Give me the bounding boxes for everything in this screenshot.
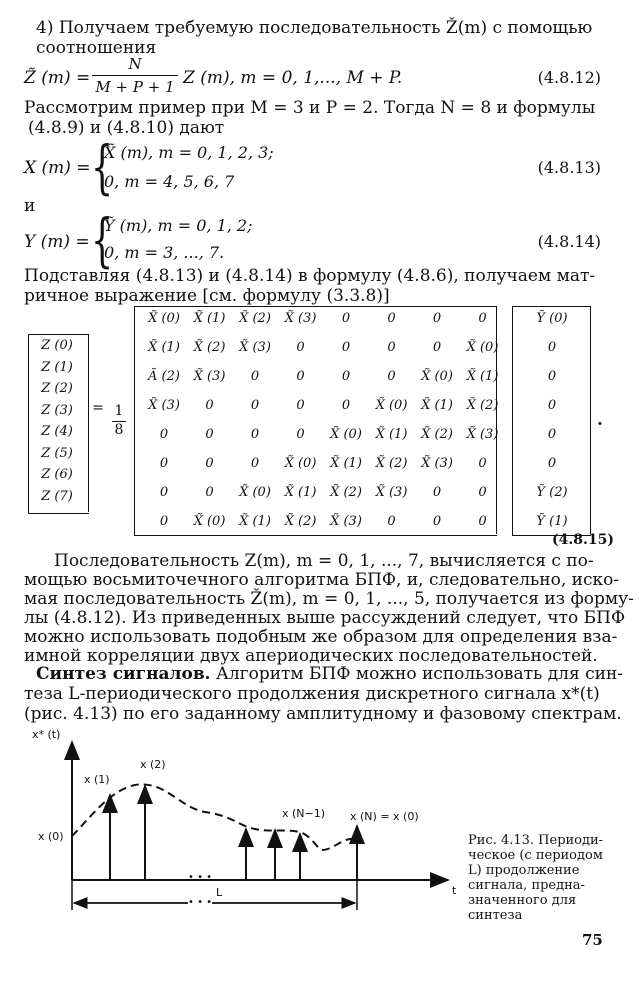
matrix-cell: X̃ (3) — [466, 427, 499, 442]
page-number: 75 — [582, 931, 603, 949]
eq13-brace: { — [91, 133, 114, 201]
matrix-cell: Ã (2) — [148, 369, 180, 384]
para4-line3: (рис. 4.13) по его заданному амплитудному и фазовому спектрам. — [24, 704, 622, 724]
caption-line: ческое (с периодом — [468, 848, 603, 863]
para2-line2: ричное выражение [см. формулу (3.3.8)] — [24, 286, 390, 306]
matrix-cell: X̃ (0) — [466, 340, 499, 355]
dots-left: • • • — [188, 872, 213, 883]
matrix-cell: 0 — [296, 340, 305, 355]
matrix-cell: 0 — [432, 311, 442, 326]
matrix-cell: X̃ (2) — [330, 485, 362, 500]
matrix-cell: 0 — [341, 369, 351, 384]
matrix-cell: 0 — [205, 427, 214, 442]
para3-line: Последовательность Z(m), m = 0, 1, ..., 7, вычисляется с по- — [54, 551, 594, 571]
z-vector-entry: Z (3) — [41, 402, 73, 418]
factor-denominator: 8 — [114, 422, 124, 438]
matrix-cell: X̃ (1) — [375, 427, 408, 442]
matrix-cell: X̃ (3) — [239, 340, 271, 355]
eq13-case2: 0, m = 4, 5, 6, 7 — [104, 172, 235, 191]
eq14-case1: Ỹ (m), m = 0, 1, 2; — [104, 216, 253, 235]
matrix-cell: 0 — [387, 340, 396, 355]
matrix-cell: X̃ (2) — [375, 456, 408, 471]
matrix-cell: 0 — [478, 485, 487, 500]
eq12-number: (4.8.12) — [537, 68, 601, 87]
eq12-denominator: M + P + 1 — [95, 78, 175, 96]
para1-line2: (4.8.9) и (4.8.10) дают — [28, 118, 225, 138]
matrix-cell: 0 — [387, 311, 396, 326]
matrix-cell: X̃ (1) — [239, 514, 271, 529]
y-vector-entry: Ỹ (2) — [536, 485, 568, 500]
matrix-cell: X̃ (0) — [239, 485, 271, 500]
z-vector-entry: Z (5) — [41, 445, 73, 461]
and-word: и — [24, 196, 36, 216]
matrix-cell: X̃ (3) — [330, 514, 362, 529]
y-vector-entry: 0 — [547, 398, 557, 413]
y-vector-entry: 0 — [547, 369, 557, 384]
matrix-cell: 0 — [159, 485, 169, 500]
z-vector-entry: Z (6) — [41, 467, 73, 482]
eq13-case1: X̃ (m), m = 0, 1, 2, 3; — [104, 143, 274, 162]
matrix-cell: X̃ (3) — [284, 311, 317, 326]
matrix-cell: 0 — [250, 427, 260, 442]
z-vector-entry: Z (2) — [41, 381, 73, 396]
matrix-cell: 0 — [478, 311, 487, 326]
matrix-cell: X̃ (0) — [193, 514, 226, 529]
z-vector-entry: Z (1) — [41, 359, 73, 375]
matrix-cell: X̃ (0) — [148, 311, 180, 326]
matrix-cell: 0 — [432, 485, 442, 500]
caption-line: сигнала, предна- — [468, 878, 585, 893]
para3-line: мощью восьмиточечного алгоритма БПФ, и, следовательно, иско- — [24, 570, 620, 590]
label-x2: x (2) — [140, 758, 166, 771]
y-vector-entry: 0 — [547, 427, 557, 442]
para3-line: можно использовать подобным же образом для определения вза- — [24, 627, 618, 647]
eq13-number: (4.8.13) — [537, 158, 601, 177]
eq15-period: . — [597, 410, 603, 430]
para3-line: мая последовательность Ž(m), m = 0, 1, ..., 5, получается из форму- — [24, 589, 634, 609]
matrix-cell: 0 — [432, 514, 442, 529]
para3-line: лы (4.8.12). Из приведенных выше рассуждений следует, что БПФ — [24, 608, 626, 628]
matrix-cell: 0 — [341, 340, 351, 355]
matrix-cell: X̃ (2) — [239, 311, 271, 326]
matrix-cell: 0 — [432, 340, 442, 355]
matrix-cell: X̃ (0) — [330, 427, 362, 442]
z-vector-entry: Z (0) — [41, 338, 73, 353]
label-x0: x (0) — [38, 830, 64, 843]
eq14-lhs: Y (m) = — [24, 232, 90, 252]
caption-line: значенного для — [468, 893, 577, 908]
matrix-cell: 0 — [296, 398, 305, 413]
matrix-cell: 0 — [296, 369, 305, 384]
para4-heading: Синтез сигналов. — [36, 664, 211, 684]
period-label: L — [216, 886, 223, 899]
matrix-cell: X̃ (0) — [375, 398, 408, 413]
para4-line2: теза L-периодического продолжения дискретного сигнала x*(t) — [24, 684, 600, 704]
matrix-cell: X̃ (3) — [421, 456, 453, 471]
eq14-number: (4.8.14) — [537, 232, 601, 251]
matrix-cell: 0 — [205, 398, 214, 413]
matrix-cell: X̃ (2) — [421, 427, 453, 442]
item4-line1: 4) Получаем требуемую последовательность Ž(m) с помощью — [36, 18, 593, 38]
eq13-lhs: X (m) = — [24, 158, 91, 178]
caption-line: L) продолжение — [468, 863, 580, 878]
caption-line: Рис. 4.13. Периоди- — [468, 833, 604, 848]
y-vector-entry: 0 — [547, 340, 557, 355]
matrix-cell: X̃ (1) — [330, 456, 362, 471]
matrix-cell: X̃ (1) — [193, 311, 226, 326]
matrix-cell: 0 — [250, 369, 260, 384]
matrix-cell: X̃ (1) — [148, 340, 180, 355]
matrix-cell: X̃ (2) — [284, 514, 317, 529]
eq12-lhs: Z̃ (m) = — [24, 68, 91, 88]
eq12-rhs: Z (m), m = 0, 1,..., M + P. — [183, 68, 403, 88]
label-xn1: x (N−1) — [282, 807, 326, 820]
label-xn: x (N) = x (0) — [350, 810, 419, 823]
para3-line: имной корреляции двух апериодических последовательностей. — [24, 646, 598, 666]
eq15-equals: = — [92, 400, 104, 416]
matrix-cell: X̃ (0) — [284, 456, 317, 471]
y-vector-entry: 0 — [547, 456, 557, 471]
y-vector-entry: Ỹ (0) — [536, 311, 568, 326]
matrix-cell: X̃ (3) — [148, 398, 180, 413]
plot-ylabel: x* (t) — [32, 728, 61, 741]
plot-xlabel: t — [452, 884, 457, 897]
para4-text1: Алгоритм БПФ можно использовать для син- — [210, 664, 624, 684]
matrix-cell: X̃ (2) — [466, 398, 499, 413]
matrix-cell: 0 — [341, 311, 351, 326]
eq15-number: (4.8.15) — [552, 532, 614, 548]
matrix-cell: 0 — [478, 514, 487, 529]
matrix-cell: X̃ (2) — [193, 340, 226, 355]
matrix-cell: 0 — [159, 514, 169, 529]
matrix-cell: X̃ (1) — [466, 369, 499, 384]
eq14-case2: 0, m = 3, ..., 7. — [104, 243, 225, 262]
matrix-cell: 0 — [159, 456, 169, 471]
dots-period: • • • — [188, 897, 213, 908]
matrix-cell: X̃ (1) — [284, 485, 317, 500]
matrix-cell: X̃ (0) — [421, 369, 453, 384]
eq12-numerator: N — [128, 55, 142, 73]
matrix-cell: 0 — [478, 456, 487, 471]
matrix-cell: X̃ (1) — [421, 398, 453, 413]
label-x1: x (1) — [84, 773, 110, 786]
caption-line: синтеза — [468, 908, 523, 923]
z-vector-entry: Z (7) — [41, 488, 73, 504]
matrix-cell: 0 — [387, 514, 396, 529]
matrix-cell: 0 — [159, 427, 169, 442]
matrix-cell: 0 — [250, 398, 260, 413]
matrix-cell: 0 — [341, 398, 351, 413]
y-vector-entry: Ỹ (1) — [536, 514, 568, 529]
matrix-cell: 0 — [387, 369, 396, 384]
matrix-cell: X̃ (3) — [375, 485, 408, 500]
z-vector-entry: Z (4) — [41, 424, 73, 439]
factor-numerator: 1 — [114, 403, 124, 419]
eq14-brace: { — [91, 206, 114, 274]
matrix-cell: 0 — [205, 456, 214, 471]
para2-line1: Подставляя (4.8.13) и (4.8.14) в формулу (4.8.6), получаем мат- — [24, 266, 596, 286]
matrix-cell: 0 — [205, 485, 214, 500]
matrix-cell: X̃ (3) — [193, 369, 226, 384]
matrix-cell: 0 — [250, 456, 260, 471]
matrix-cell: 0 — [296, 427, 305, 442]
item4-line2: соотношения — [36, 38, 157, 58]
para1-line1: Рассмотрим пример при M = 3 и P = 2. Тогда N = 8 и формулы — [24, 98, 596, 118]
